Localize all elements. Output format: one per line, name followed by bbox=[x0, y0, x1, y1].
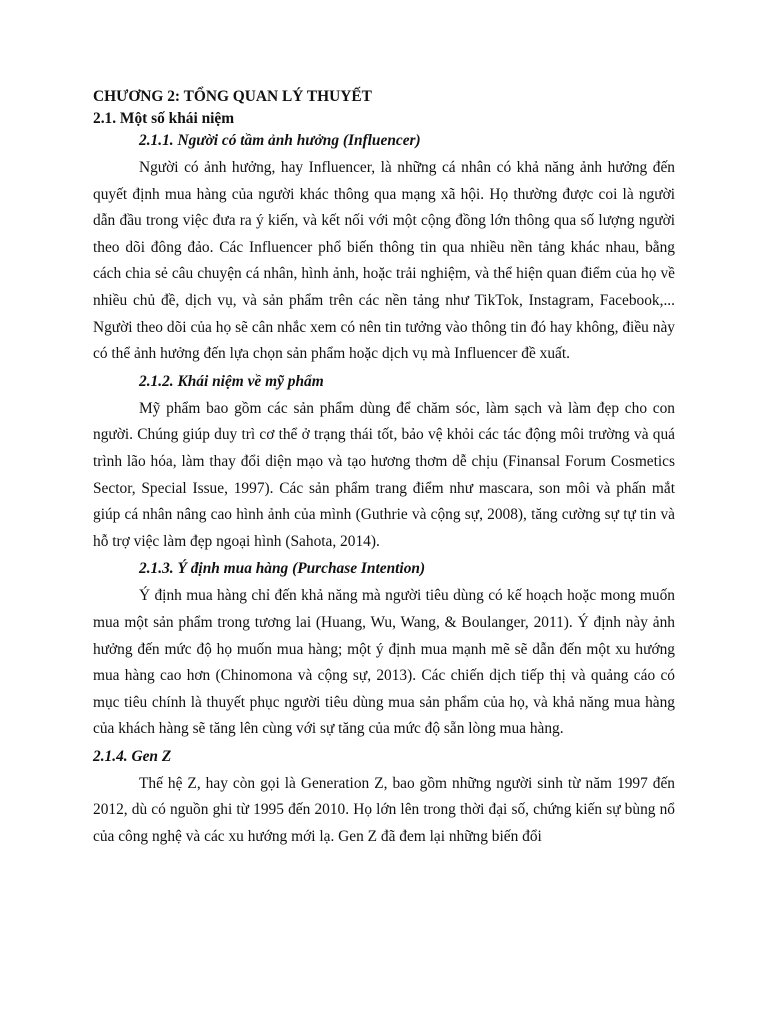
paragraph-purchase-intention: Ý định mua hàng chỉ đến khả năng mà người tiêu dùng có kế hoạch hoặc mong muốn mua một sản phẩm trong tương lai (Huang, Wu, Wang, & Boulanger, 2011). Ý định này ảnh hưởng đến mức độ họ muốn mua hàng; một ý định mua mạnh mẽ sẽ dẫn đến một xu hướng mua hàng cao hơn (Chinomona và cộng sự, 2013). Các chiến dịch tiếp thị và quảng cáo có mục tiêu chính là thuyết phục người tiêu dùng mua sản phẩm của họ, và khả năng mua hàng của khách hàng sẽ tăng lên cùng với sự tăng của mức độ sẵn lòng mua hàng. bbox=[93, 587, 675, 738]
chapter-title: CHƯƠNG 2: TỔNG QUAN LÝ THUYẾT bbox=[93, 88, 372, 105]
paragraph-gen-z: Thế hệ Z, hay còn gọi là Generation Z, bao gồm những người sinh từ năm 1997 đến 2012, dù có nguồn ghi từ 1995 đến 2010. Họ lớn lên trong thời đại số, chứng kiến sự bùng nổ của công nghệ và các xu hướng mới lạ. Gen Z đã đem lại những biến đổi bbox=[93, 774, 675, 846]
paragraph-cosmetics: Mỹ phẩm bao gồm các sản phẩm dùng để chăm sóc, làm sạch và làm đẹp cho con người. Chúng giúp duy trì cơ thể ở trạng thái tốt, bảo vệ khỏi các tác động môi trường và quá trình lão hóa, làm thay đổi diện mạo và tạo hương thơm dễ chịu (Finansal Forum Cosmetics Sector, Special Issue, 1997). Các sản phẩm trang điểm như mascara, son môi và phấn mắt giúp cá nhân nâng cao hình ảnh của mình (Guthrie và cộng sự, 2008), tăng cường sự tự tin và hỗ trợ việc làm đẹp ngoại hình (Sahota, 2014). bbox=[93, 399, 675, 550]
paragraph-influencer: Người có ảnh hưởng, hay Influencer, là những cá nhân có khả năng ảnh hưởng đến quyết định mua hàng của người khác thông qua mạng xã hội. Họ thường được coi là người dẫn đầu trong việc đưa ra ý kiến, và kết nối với một cộng đồng lớn thông qua số lượng người theo dõi đông đảo. Các Influencer phổ biến thông tin qua nhiều nền tảng khác nhau, bằng cách chia sẻ câu chuyện cá nhân, hình ảnh, hoặc trải nghiệm, và thể hiện quan điểm của họ về nhiều chủ đề, dịch vụ, và sản phẩm trên các nền tảng như TikTok, Instagram, Facebook,... Người theo dõi của họ sẽ cân nhắc xem có nên tin tưởng vào thông tin đó hay không, điều này có thể ảnh hưởng đến lựa chọn sản phẩm hoặc dịch vụ mà Influencer đề xuất. bbox=[93, 159, 675, 363]
subsection-heading-gen-z: 2.1.4. Gen Z bbox=[93, 747, 172, 765]
document-page bbox=[93, 86, 675, 854]
subsection-heading-cosmetics: 2.1.2. Khái niệm về mỹ phẩm bbox=[139, 372, 324, 390]
subsection-heading-influencer: 2.1.1. Người có tầm ảnh hưởng (Influencer) bbox=[139, 132, 421, 149]
section-title: 2.1. Một số khái niệm bbox=[93, 110, 235, 127]
subsection-heading-purchase-intention: 2.1.3. Ý định mua hàng (Purchase Intention) bbox=[139, 560, 426, 578]
